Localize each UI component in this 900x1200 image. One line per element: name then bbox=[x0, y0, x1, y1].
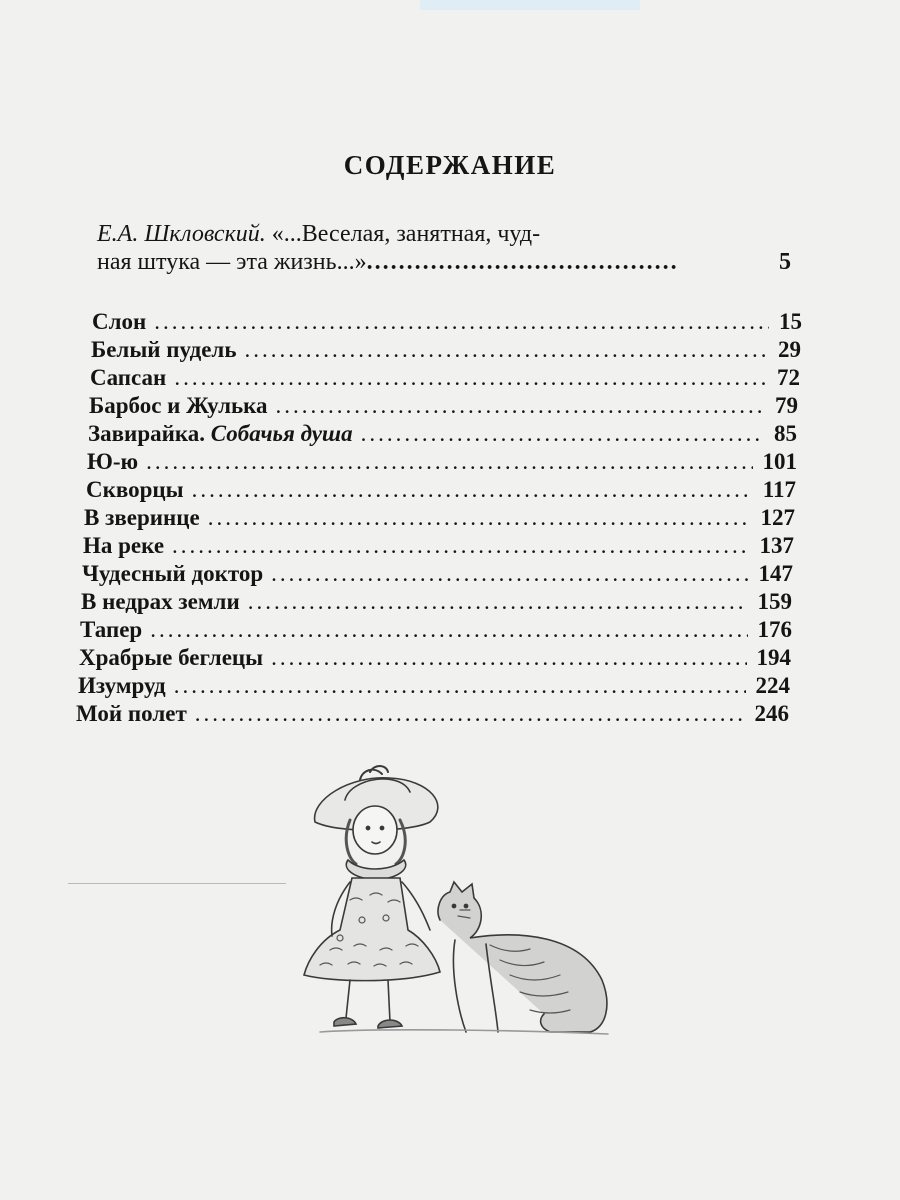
toc-entry-page: 101 bbox=[762, 449, 797, 474]
dot-leader bbox=[146, 448, 752, 476]
toc-entry-title: Тапер bbox=[80, 617, 143, 642]
toc-entry-subtitle: Собачья душа bbox=[210, 421, 353, 446]
toc-entry-page: 194 bbox=[756, 645, 791, 670]
dot-leader bbox=[276, 392, 765, 420]
toc-entry-title: На реке bbox=[83, 533, 165, 558]
toc-entry bbox=[86, 476, 796, 504]
intro-title-start: «...Веселая, занятная, чуд- bbox=[265, 221, 541, 247]
girl-with-cat-illustration bbox=[290, 760, 620, 1050]
toc-entry-title: Белый пудель bbox=[91, 337, 237, 362]
toc-entry-title: Сапсан bbox=[90, 365, 167, 390]
dot-leader bbox=[245, 336, 769, 364]
dot-leader bbox=[174, 364, 767, 392]
toc-entry bbox=[78, 672, 790, 700]
toc-entry-page: 224 bbox=[755, 673, 790, 698]
toc-entry-page: 127 bbox=[760, 505, 795, 530]
toc-entry-title: Слон bbox=[92, 309, 147, 334]
intro-line-2 bbox=[97, 248, 797, 276]
toc-entry-page: 147 bbox=[758, 561, 793, 586]
toc-entry bbox=[82, 560, 793, 588]
toc-entry-page: 85 bbox=[774, 421, 797, 446]
dot-leader bbox=[271, 560, 748, 588]
toc-entry bbox=[79, 644, 791, 672]
dot-leader bbox=[150, 616, 747, 644]
toc-entry bbox=[80, 616, 792, 644]
toc-entry-title: В недрах земли bbox=[81, 589, 240, 614]
page-title: СОДЕРЖАНИЕ bbox=[343, 150, 557, 180]
dot-leader bbox=[367, 248, 677, 276]
toc-entry bbox=[90, 364, 800, 392]
dot-leader bbox=[174, 672, 746, 700]
dot-leader bbox=[172, 532, 749, 560]
dot-leader bbox=[361, 420, 764, 448]
dot-leader bbox=[248, 588, 748, 616]
toc-entry-title-main: Завирайка. bbox=[88, 421, 206, 446]
intro-title-end: ная штука — эта жизнь...» bbox=[97, 249, 367, 275]
dot-leader bbox=[208, 504, 751, 532]
toc-entry-page: 79 bbox=[775, 393, 798, 418]
dot-leader bbox=[192, 476, 753, 504]
toc-entry-title: Скворцы bbox=[86, 477, 184, 502]
toc-entry-page: 159 bbox=[757, 589, 792, 614]
toc-entry bbox=[92, 308, 802, 336]
intro-page-number: 5 bbox=[779, 249, 791, 275]
toc-entry bbox=[87, 448, 797, 476]
toc-entry-title: Мой полет bbox=[76, 701, 187, 726]
toc-entry bbox=[76, 700, 789, 728]
toc-entry-title: Ю-ю bbox=[87, 449, 139, 474]
faint-rule bbox=[68, 883, 286, 884]
toc-entry-title bbox=[88, 420, 361, 448]
toc-entry-title: В зверинце bbox=[84, 505, 200, 530]
toc-entry-title: Барбос и Жулька bbox=[89, 393, 268, 418]
toc-entry bbox=[84, 504, 795, 532]
toc-entry-page: 29 bbox=[778, 337, 801, 362]
toc-entry bbox=[88, 420, 797, 448]
toc-entry-page: 15 bbox=[779, 309, 802, 334]
toc-entry bbox=[89, 392, 798, 420]
toc-entry-title: Чудесный доктор bbox=[82, 561, 264, 586]
intro-author: Е.А. Шкловский. bbox=[97, 221, 266, 247]
toc-entry-page: 176 bbox=[757, 617, 792, 642]
toc-entry bbox=[83, 532, 794, 560]
toc-entry-page: 117 bbox=[762, 477, 796, 502]
page-edge-strip bbox=[420, 0, 640, 10]
toc-entry-title: Храбрые беглецы bbox=[79, 645, 264, 670]
toc-entry-page: 246 bbox=[754, 701, 789, 726]
toc-entry bbox=[81, 588, 792, 616]
dot-leader bbox=[195, 700, 745, 728]
toc-entry bbox=[91, 336, 801, 364]
dot-leader bbox=[271, 644, 746, 672]
dot-leader bbox=[154, 308, 769, 336]
toc-entry-page: 72 bbox=[777, 365, 800, 390]
toc-entry-page: 137 bbox=[759, 533, 794, 558]
intro-line-1 bbox=[97, 220, 797, 248]
intro-entry bbox=[97, 220, 797, 276]
toc-entry-title: Изумруд bbox=[78, 673, 166, 698]
